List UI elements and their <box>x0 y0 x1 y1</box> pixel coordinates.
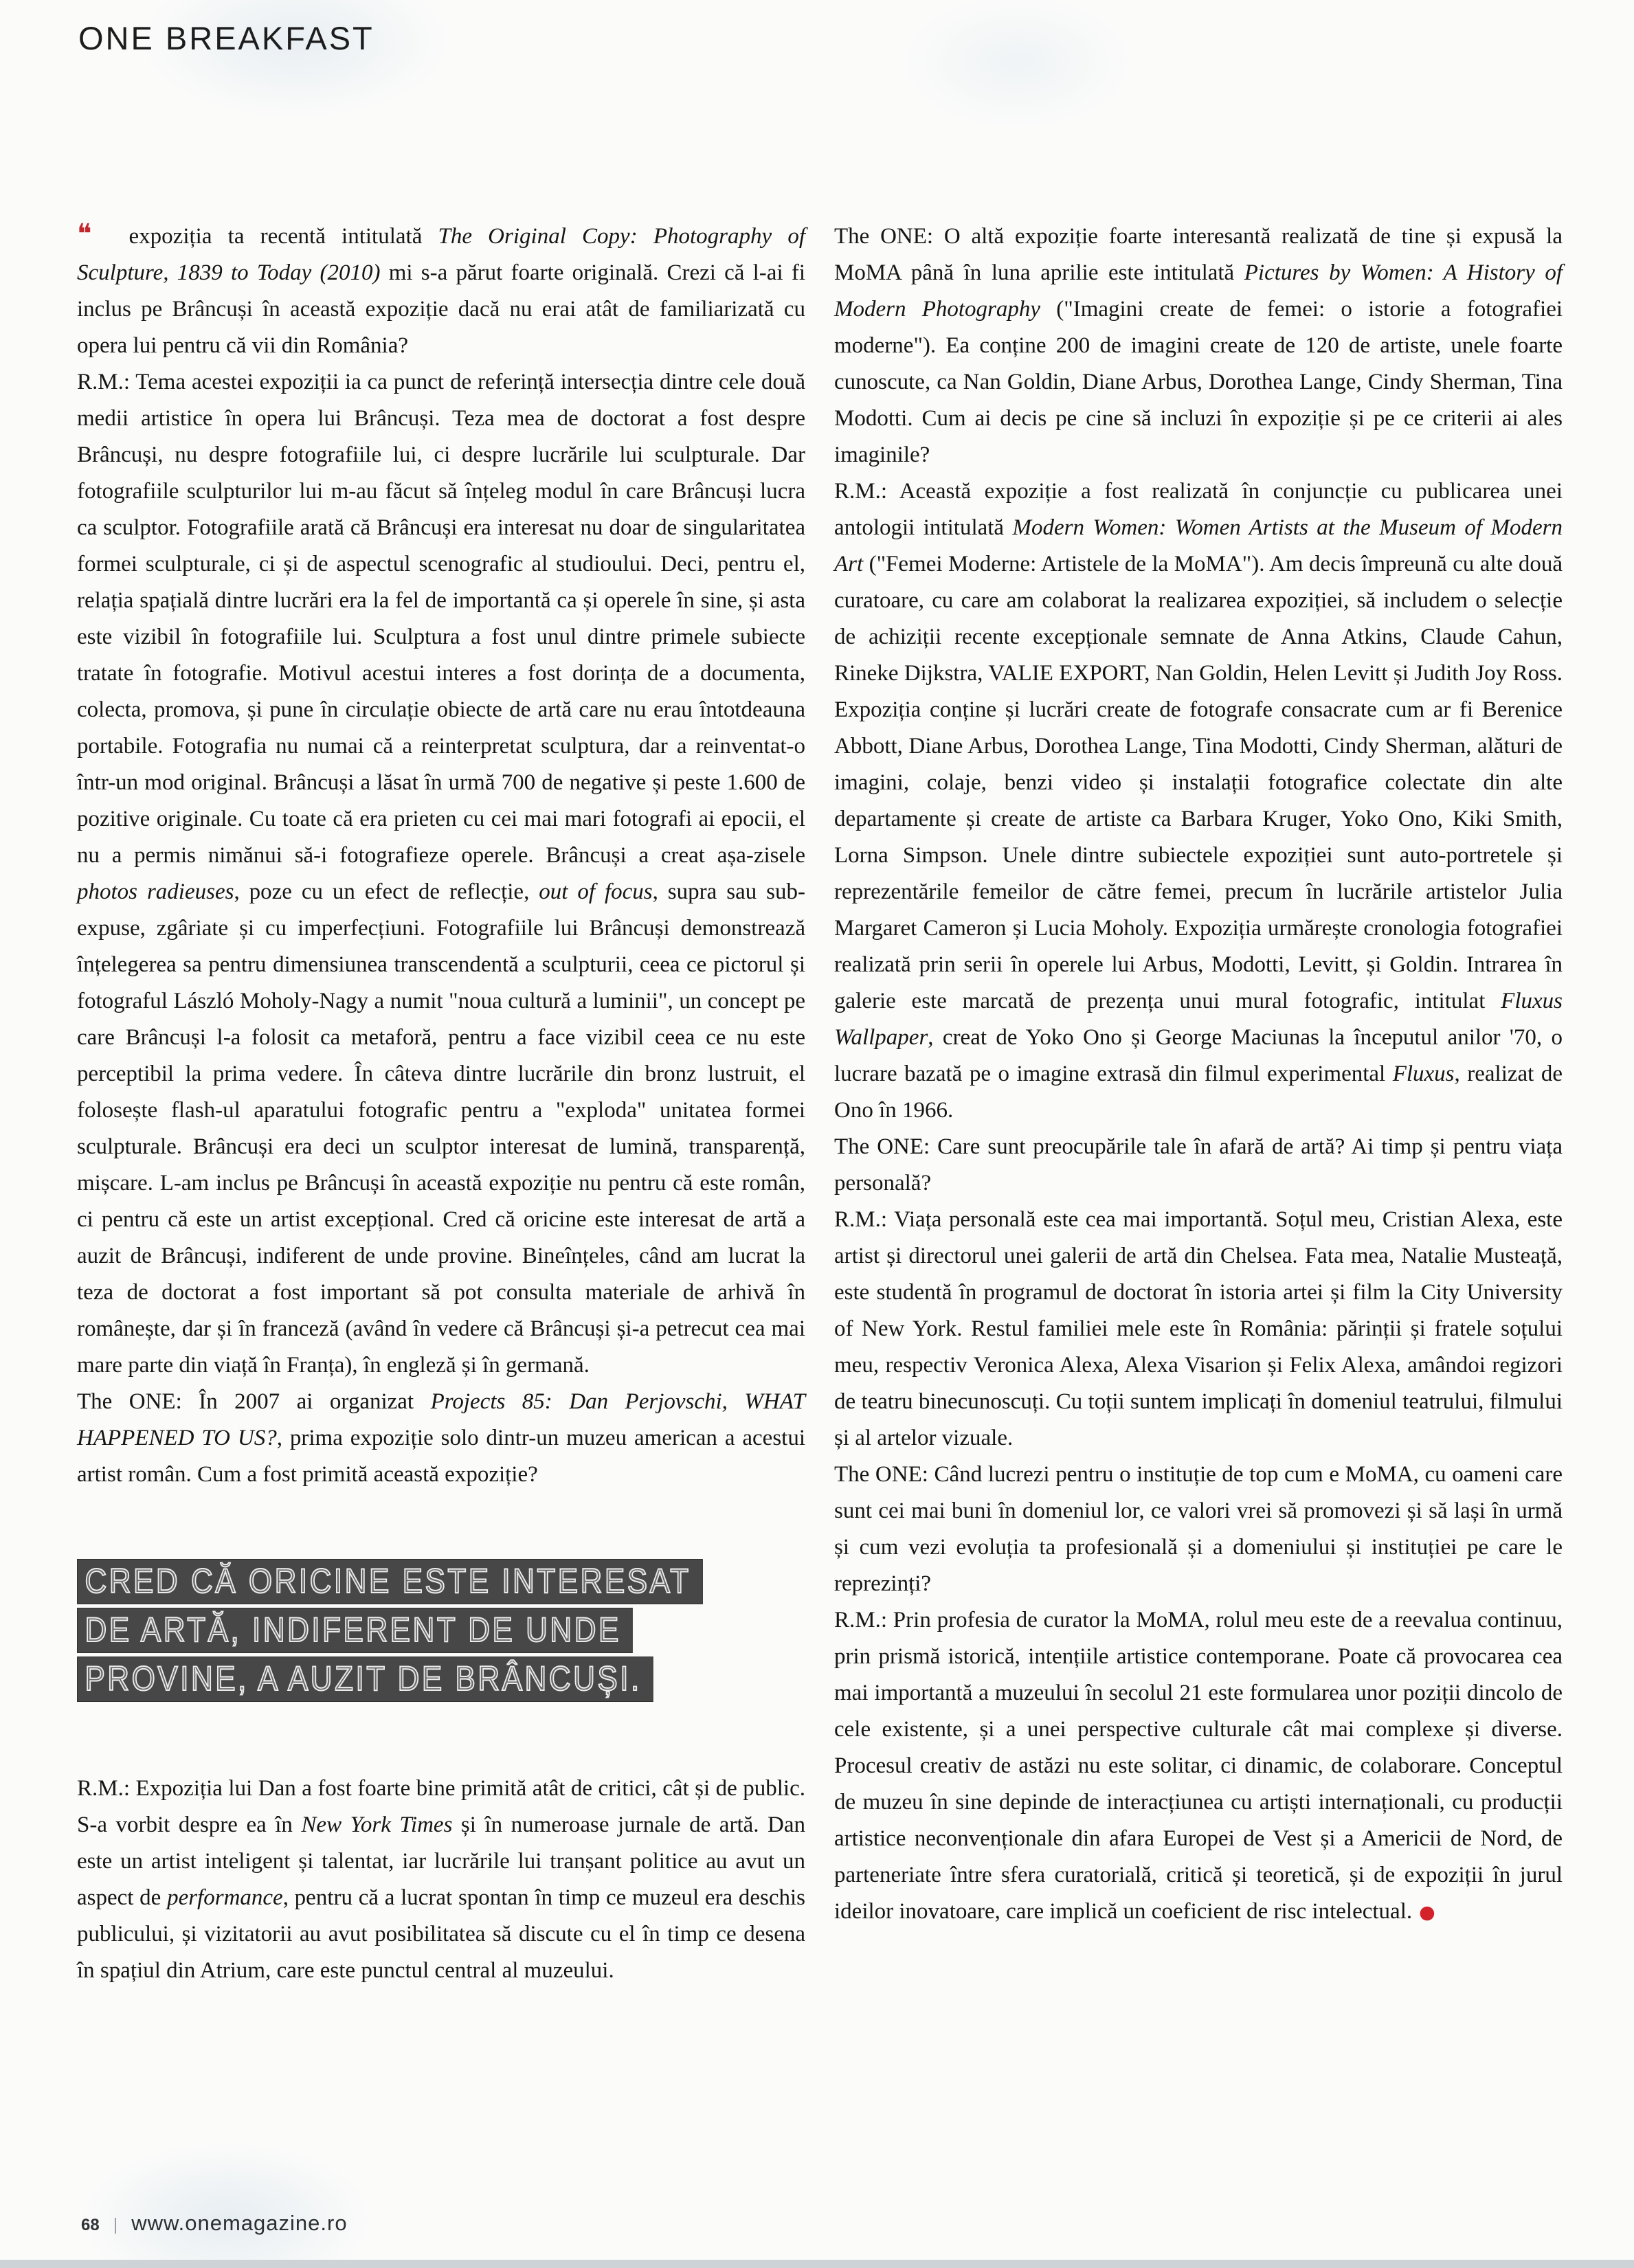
body-text: , supra sau sub-expuse, zgâriate și cu imperfecțiuni. Fotografiile lui Brâncuși demonstrează înțelegerea sa pentru dimensiunea transcendentă a sculpturii, ceea ce pictorul și fotograful László Moholy-Nagy a numit "noua cultură a luminii", un concept pe care Brâncuși l-a folosit ca metaforă, pentru a face vizibil ceea ce nu este perceptibil la prima vedere. În câteva dintre lucrările din bronz lustruit, el folosește flash-ul aparatului fotografic pentru a "exploda" unitatea formei sculpturale. Brâncuși era deci un sculptor interesat de lumină, transparență, mișcare. L-am inclus pe Brâncuși în această expoziție nu pentru că este român, ci pentru că este un artist excepțional. Cred că oricine este interesat de artă a auzit de Brâncuși, indiferent de unde provine. Bineînțeles, când am lucrat la teza de doctorat a fost important să pot consulta materiale de arhivă în românește, dar și în franceză (având în vedere că Brâncuși și-a petrecut cea mai mare parte din viață în Franța), în engleză și în germană. <box>77 879 805 1378</box>
body-text: R.M.: Viața personală este cea mai importantă. Soțul meu, Cristian Alexa, este artist și directorul unei galerii de artă din Chelsea. Fata mea, Natalie Musteață, este studentă în programul de doctorat în istoria artei și film la City University of New York. Restul familiei mele este în România: părinții și fratele soțului meu, respectiv Veronica Alexa, Alexa Visarion și Felix Alexa, amândoi regizori de teatru binecunoscuți. Cu toții suntem implicați în domeniul teatrului, filmului și al artelor vizuale. <box>834 1207 1563 1450</box>
pull-quote-row <box>77 1608 805 1653</box>
paragraph <box>834 1129 1563 1202</box>
article-body <box>77 218 1563 1989</box>
paragraph <box>77 218 805 364</box>
body-text: mi s-a părut foarte originală. Crezi că l-ai fi inclus pe Brâncuși în această expoziție dacă nu erai atât de familiarizată cu opera lui pentru că vii din România? <box>77 260 805 358</box>
right-column <box>834 218 1563 1989</box>
paragraph <box>834 1457 1563 1602</box>
italic-text: Modern Women: Women Artists at the Museum of Modern Art <box>834 515 1563 576</box>
body-text: , prima expoziție solo dintr-un muzeu american a acestui artist român. Cum a fost primită această expoziție? <box>77 1426 805 1487</box>
page-number: 68 <box>81 2216 100 2234</box>
footer-separator: | <box>113 2215 118 2234</box>
scan-edge-strip <box>0 2260 1634 2268</box>
body-text: R.M.: Expoziția lui Dan a fost foarte bine primită atât de critici, cât și de public. S-a vorbit despre ea în <box>77 1776 805 1837</box>
magazine-url: www.onemagazine.ro <box>131 2211 348 2235</box>
italic-text: performance <box>167 1885 283 1910</box>
italic-text: Pictures by Women: A History of Modern Photography <box>834 260 1563 322</box>
body-text: The ONE: O altă expoziție foarte interesantă realizată de tine și expusă la MoMA până în luna aprilie este intitulată <box>834 224 1563 285</box>
body-text: R.M.: Tema acestei expoziții ia ca punct de referință intersecția dintre cele două medii artistice în opera lui Brâncuși. Teza mea de doctorat a fost despre Brâncuși, nu despre fotografiile lui, ci despre lucrările lui sculpturale. Dar fotografiile sculpturilor lui m-au făcut să înțeleg modul în care Brâncuși lucra ca sculptor. Fotografiile arată că Brâncuși era interesat nu doar de singularitatea formei sculpturale, ci și de aspectul scenografic al studioului. Deci, pentru el, relația spațială dintre lucrări era la fel de importantă ca și operele în sine, și asta este vizibil în fotografiile lui. Sculptura a fost unul dintre primele subiecte tratate în fotografie. Motivul acestui interes a fost dorința de a documenta, colecta, promova, și pune în circulație obiecte de artă care nu erau întotdeauna portabile. Fotografia nu numai că a reinterpretat sculptura, dar a reinventat-o într-un mod original. Brâncuși a lăsat în urmă 700 de negative și peste 1.600 de pozitive originale. Cu toate că era prieten cu cei mai mari fotografi ai epocii, el nu a permis nimănui să-i fotografieze operele. Brâncuși a creat așa-zisele <box>77 370 805 868</box>
body-text: și în numeroase jurnale de artă. Dan este un artist inteligent și talentat, iar lucrările lui tranșant politice au avut un aspect de <box>77 1812 805 1910</box>
pull-quote-row <box>77 1559 805 1604</box>
pull-quote <box>77 1559 805 1702</box>
italic-text: out of focus <box>539 879 653 904</box>
body-text: ("Imagini create de femei: o istorie a fotografiei moderne"). Ea conține 200 de imagini create de 120 de artiste, unele foarte cunoscute, ca Nan Goldin, Diane Arbus, Dorothea Lange, Cindy Sherman, Tina Modotti. Cum ai decis pe cine să incluzi în expoziție și pe ce criterii ai ales imaginile? <box>834 297 1563 467</box>
body-text: R.M.: Această expoziție a fost realizată în conjuncție cu publicarea unei antologii intitulată <box>834 479 1563 540</box>
italic-text: The Original Copy: Photography of Sculpture, 1839 to Today (2010) <box>77 224 805 285</box>
italic-text: Fluxus Wallpaper <box>834 989 1563 1050</box>
paragraph <box>834 218 1563 473</box>
body-text: , poze cu un efect de reflecție, <box>234 879 539 904</box>
body-text: The ONE: Când lucrezi pentru o instituție de top cum e MoMA, cu oameni care sunt cei mai buni în domeniul lor, ce valori vrei să promovezi și să lași în urmă și cum vezi evoluția ta profesională și a domeniului și instituției pe care le reprezinți? <box>834 1462 1563 1596</box>
end-of-article-icon: ● <box>1419 1902 1435 1923</box>
paragraph <box>834 1202 1563 1457</box>
pull-quote-line: DE ARTĂ, INDIFERENT DE UNDE <box>77 1608 633 1653</box>
paragraph <box>77 1771 805 1989</box>
italic-text: New York Times <box>301 1812 453 1837</box>
italic-text: Projects 85: Dan Perjovschi, WHAT HAPPENED TO US? <box>77 1389 805 1450</box>
paragraph <box>77 364 805 1384</box>
body-text: R.M.: Prin profesia de curator la MoMA, rolul meu este de a reevalua continuu, prin prismă istorică, intențiile artistice contemporane. Poate că provocarea cea mai importantă a muzeului în secolul 21 este formularea unor poziții dincolo de cele existente, și a unei perspective culturale cât mai complexe și diverse. Procesul creativ de astăzi nu este solitar, ci dinamic, de colaborare. Conceptul de muzeu în sine depinde de interacțiunea cu artiști internaționali, cu producții artistice neconvenționale din afara Europei de Vest și a Americii de Nord, de parteneriate între sfera curatorială, critică și teoretică, și de expoziții în jurul ideilor inovatoare, care implică un coeficient de risc intelectual. <box>834 1608 1563 1924</box>
body-text: expoziția ta recentă intitulată <box>128 224 438 249</box>
pull-quote-row <box>77 1657 805 1702</box>
quote-mark-icon: ❝ <box>77 218 92 250</box>
body-text: The ONE: Care sunt preocupările tale în afară de artă? Ai timp și pentru viața personală? <box>834 1134 1563 1195</box>
body-text: The ONE: În 2007 ai organizat <box>77 1389 431 1414</box>
paragraph <box>834 473 1563 1129</box>
body-text: , pentru că a lucrat spontan în timp ce muzeul era deschis publicului, și vizitatorii au avut posibilitatea să discute cu el în timp ce desena în spațiul din Atrium, care este punctul central al muzeului. <box>77 1885 805 1983</box>
page-footer <box>81 2211 348 2236</box>
page-header: ONE BREAKFAST <box>78 20 374 56</box>
italic-text: photos radieuses <box>77 879 234 904</box>
paragraph <box>77 1384 805 1493</box>
body-text: , realizat de Ono în 1966. <box>834 1062 1563 1123</box>
pull-quote-line: CRED CĂ ORICINE ESTE INTERESAT <box>77 1559 702 1604</box>
paragraph <box>834 1602 1563 1931</box>
left-column <box>77 218 805 1989</box>
body-text: , creat de Yoko Ono și George Maciunas la începutul anilor '70, o lucrare bazată pe o imagine extrasă din filmul experimental <box>834 1025 1563 1086</box>
body-text: ("Femei Moderne: Artistele de la MoMA"). Am decis împreună cu alte două curatoare, cu care am colaborat la realizarea expoziției, să includem o selecție de achiziții recente excepționale semnate de Anna Atkins, Claude Cahun, Rineke Dijkstra, VALIE EXPORT, Nan Goldin, Helen Levitt și Judith Joy Ross. Expoziția conține și lucrări create de fotografe consacrate cum ar fi Berenice Abbott, Diane Arbus, Dorothea Lange, Tina Modotti, Cindy Sherman, alături de imagini, colaje, benzi video și instalații fotografice colectate din alte departamente și create de artiste ca Barbara Kruger, Yoko Ono, Kiki Smith, Lorna Simpson. Unele dintre subiectele expoziției sunt auto-portretele și reprezentările femeilor de către femei, precum în lucrările artistelor Julia Margaret Cameron și Lucia Moholy. Expoziția urmărește cronologia fotografiei realizată prin serii în operele lui Arbus, Modotti, Levitt, și Goldin. Intrarea în galerie este marcată de prezența unui mural fotografic, intitulat <box>834 552 1563 1013</box>
pull-quote-line: PROVINE, A AUZIT DE BRÂNCUȘI. <box>77 1657 653 1702</box>
italic-text: Fluxus <box>1392 1062 1455 1086</box>
